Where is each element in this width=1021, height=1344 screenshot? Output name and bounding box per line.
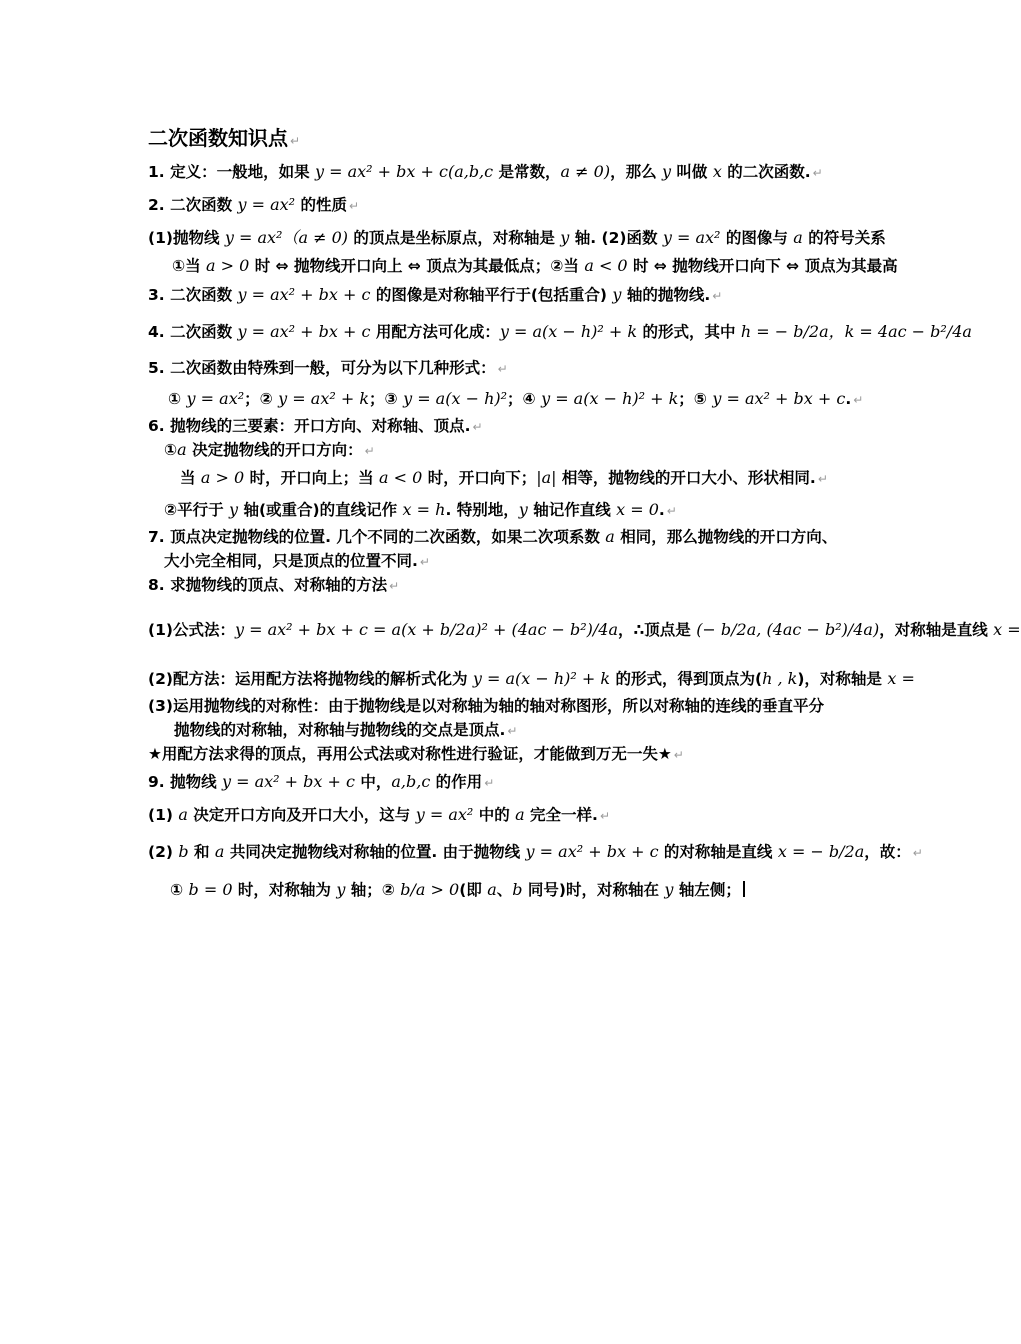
paragraph-mark-icon [349, 199, 359, 213]
item-8-completing-square: (2)配方法：运用配方法将抛物线的解析式化为 y = a(x − h)² + k 的形式，得到顶点为(h , k)，对称轴是 x = [148, 669, 915, 688]
star-note: ★用配方法求得的顶点，再用公式法或对称性进行验证，才能做到万无一失★ ↵ [148, 742, 950, 767]
item-4-vertex-form: 4. 二次函数 y = ax² + bx + c 用配方法可化成：y = a(x − h)² + k 的形式，其中 h = − b/2a，k = 4ac − b²/4a [148, 322, 972, 341]
item-9-heading: 9. 抛物线 y = ax² + bx + c 中，a,b,c 的作用 ↵ [148, 770, 950, 795]
page-title: 二次函数知识点 ↵ [148, 124, 950, 155]
item-8-symmetry-line-1: (3)运用抛物线的对称性：由于抛物线是以对称轴为轴的轴对称图形，所以对称轴的连线的垂直平分 [148, 697, 824, 715]
item-6-point-2: ②平行于 y 轴(或重合)的直线记作 x = h. 特别地，y 轴记作直线 x = 0. ↵ [164, 498, 950, 523]
item-2-point-1-cases: ①当 a > 0 时 ⇔ 抛物线开口向上 ⇔ 顶点为其最低点；②当 a < 0 时 ⇔ 抛物线开口向下 ⇔ 顶点为其最高 [172, 256, 898, 275]
paragraph-mark-icon [472, 420, 482, 434]
text-cursor [743, 881, 745, 897]
item-9-point-1: (1) a 决定开口方向及开口大小，这与 y = ax² 中的 a 完全一样. ↵ [148, 803, 950, 828]
paragraph-mark-icon [389, 579, 399, 593]
paragraph-mark-icon [600, 809, 610, 823]
item-7-line-1: 7. 顶点决定抛物线的位置. 几个不同的二次函数，如果二次项系数 a 相同，那么抛物线的开口方向、 [148, 527, 838, 546]
item-2-point-1: (1)抛物线 y = ax²（a ≠ 0) 的顶点是坐标原点，对称轴是 y 轴. (2)函数 y = ax² 的图像与 a 的符号关系 [148, 228, 886, 247]
paragraph-mark-icon [712, 289, 722, 303]
paragraph-mark-icon [484, 776, 494, 790]
item-2-heading: 2. 二次函数 y = ax² 的性质 ↵ [148, 193, 950, 218]
item-8-formula-method: (1)公式法：y = ax² + bx + c = a(x + b/2a)² + (4ac − b²)/4a，∴顶点是 (− b/2a, (4ac − b²)/4a)，对称轴是直线 x = [148, 620, 1021, 639]
item-3: 3. 二次函数 y = ax² + bx + c 的图像是对称轴平行于(包括重合) y 轴的抛物线. ↵ [148, 283, 950, 308]
paragraph-mark-icon [420, 555, 430, 569]
paragraph-mark-icon [365, 444, 375, 458]
paragraph-mark-icon [507, 724, 517, 738]
item-5-forms: ① y = ax²；② y = ax² + k；③ y = a(x − h)²；④ y = a(x − h)² + k；⑤ y = ax² + bx + c. ↵ [168, 387, 950, 412]
item-6-heading: 6. 抛物线的三要素：开口方向、对称轴、顶点. ↵ [148, 414, 950, 439]
item-6-point-1: ①a 决定抛物线的开口方向： ↵ [164, 438, 950, 463]
paragraph-mark-icon [813, 166, 823, 180]
item-7-line-2: 大小完全相同，只是顶点的位置不同. ↵ [164, 549, 950, 574]
item-8-symmetry-line-2: 抛物线的对称轴，对称轴与抛物线的交点是顶点. ↵ [174, 718, 950, 743]
paragraph-mark-icon [818, 472, 828, 486]
item-9-point-2-cases: ① b = 0 时，对称轴为 y 轴；② b/a > 0(即 a、b 同号)时，对称轴在 y 轴左侧； [170, 878, 950, 902]
paragraph-mark-icon [498, 362, 508, 376]
paragraph-mark-icon [667, 504, 677, 518]
item-8-heading: 8. 求抛物线的顶点、对称轴的方法 ↵ [148, 573, 950, 598]
item-1-definition: 1. 定义：一般地，如果 y = ax² + bx + c(a,b,c 是常数，a ≠ 0)，那么 y 叫做 x 的二次函数. ↵ [148, 160, 950, 185]
item-9-point-2: (2) b 和 a 共同决定抛物线对称轴的位置. 由于抛物线 y = ax² + bx + c 的对称轴是直线 x = − b/2a，故： ↵ [148, 840, 950, 865]
item-5-heading: 5. 二次函数由特殊到一般，可分为以下几种形式： ↵ [148, 356, 950, 381]
paragraph-mark-icon [290, 134, 300, 148]
paragraph-mark-icon [853, 393, 863, 407]
item-6-point-1-detail: 当 a > 0 时，开口向上；当 a < 0 时，开口向下；|a| 相等，抛物线的开口大小、形状相同. ↵ [180, 466, 950, 491]
paragraph-mark-icon [913, 846, 923, 860]
paragraph-mark-icon [674, 748, 684, 762]
